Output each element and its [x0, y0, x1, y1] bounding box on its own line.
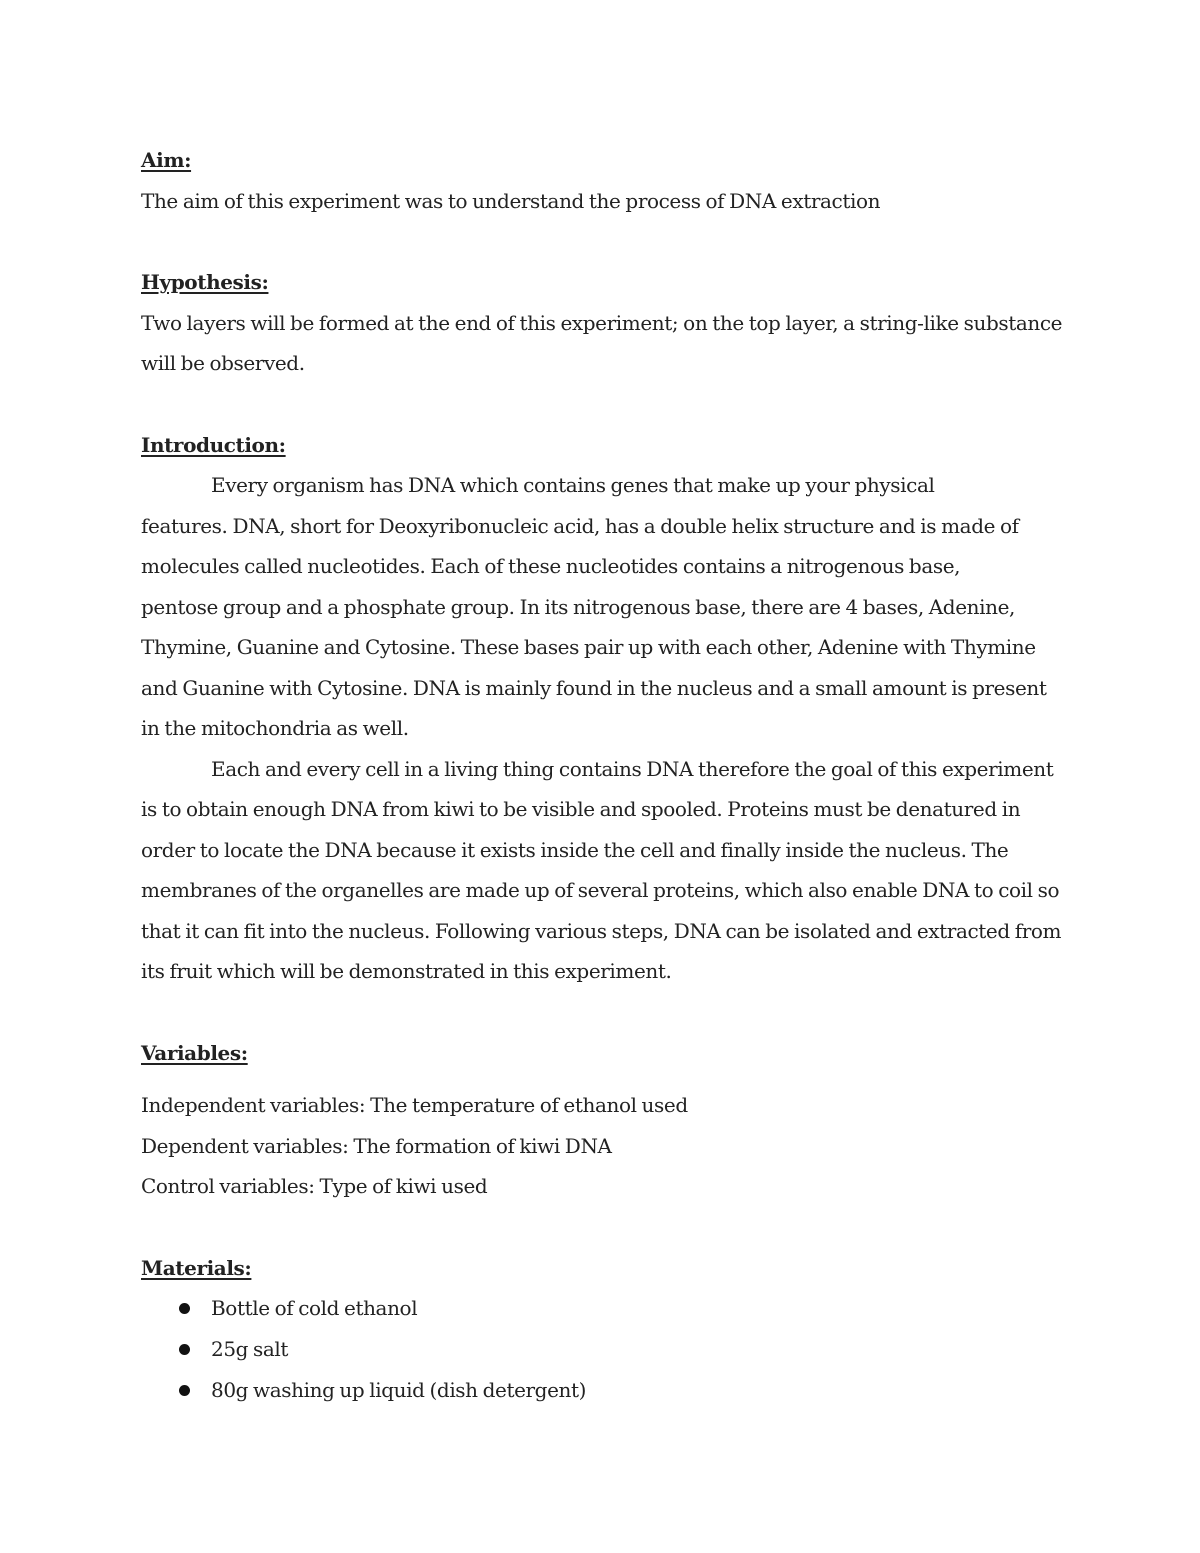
bullet-icon: [179, 1303, 190, 1314]
materials-heading: Materials:: [141, 1255, 252, 1280]
introduction-p2-line: membranes of the organelles are made up of several proteins, which also enable DNA to coil so: [141, 878, 1060, 902]
materials-list: [141, 1288, 1061, 1411]
document-body: [141, 140, 1061, 1411]
bullet-icon: [179, 1385, 190, 1396]
introduction-p1-line: Every organism has DNA which contains genes that make up your physical: [211, 473, 935, 497]
material-label: Bottle of cold ethanol: [211, 1296, 418, 1320]
introduction-p1-line: pentose group and a phosphate group. In its nitrogenous base, there are 4 bases, Adenine,: [141, 594, 1015, 619]
introduction-p1-line: and Guanine with Cytosine. DNA is mainly found in the nucleus and a small amount is present: [141, 675, 1047, 700]
control-variable: Control variables: Type of kiwi used: [141, 1174, 488, 1198]
hypothesis-line: will be observed.: [141, 351, 305, 375]
spacer: [141, 221, 1061, 262]
spacer: [141, 1073, 1061, 1085]
introduction-p2-line: Each and every cell in a living thing contains DNA therefore the goal of this experiment: [211, 756, 1054, 781]
variables-heading: Variables:: [141, 1040, 248, 1065]
introduction-p1-line: features. DNA, short for Deoxyribonucleic acid, has a double helix structure and is made of: [141, 513, 1019, 538]
introduction-p2-line: is to obtain enough DNA from kiwi to be visible and spooled. Proteins must be denatured in: [141, 797, 1021, 821]
spacer: [141, 1207, 1061, 1248]
introduction-p2-line: that it can fit into the nucleus. Following various steps, DNA can be isolated and extracted from: [141, 918, 1062, 943]
bullet-icon: [179, 1344, 190, 1355]
spacer: [141, 992, 1061, 1033]
list-item: [141, 1370, 1061, 1411]
independent-variable: Independent variables: The temperature of ethanol used: [141, 1093, 688, 1117]
list-item: [141, 1329, 1061, 1370]
hypothesis-heading: Hypothesis:: [141, 270, 269, 294]
aim-text: The aim of this experiment was to understand the process of DNA extraction: [141, 188, 881, 213]
introduction-p2-line: order to locate the DNA because it exists inside the cell and finally inside the nucleus. The: [141, 837, 1009, 862]
list-item: [141, 1288, 1061, 1329]
dependent-variable: Dependent variables: The formation of kiwi DNA: [141, 1133, 612, 1158]
aim-heading: Aim:: [141, 148, 192, 172]
material-label: 80g washing up liquid (dish detergent): [211, 1378, 587, 1402]
introduction-p1-line: molecules called nucleotides. Each of these nucleotides contains a nitrogenous base,: [141, 554, 961, 578]
introduction-p1-line: in the mitochondria as well.: [141, 716, 409, 740]
hypothesis-line: Two layers will be formed at the end of this experiment; on the top layer, a string-like substance: [141, 310, 1063, 335]
introduction-p1-line: Thymine, Guanine and Cytosine. These bases pair up with each other, Adenine with Thymine: [141, 635, 1036, 659]
spacer: [141, 384, 1061, 425]
material-label: 25g salt: [211, 1337, 289, 1361]
introduction-heading: Introduction:: [141, 432, 286, 457]
introduction-p2-line: its fruit which will be demonstrated in this experiment.: [141, 959, 672, 983]
